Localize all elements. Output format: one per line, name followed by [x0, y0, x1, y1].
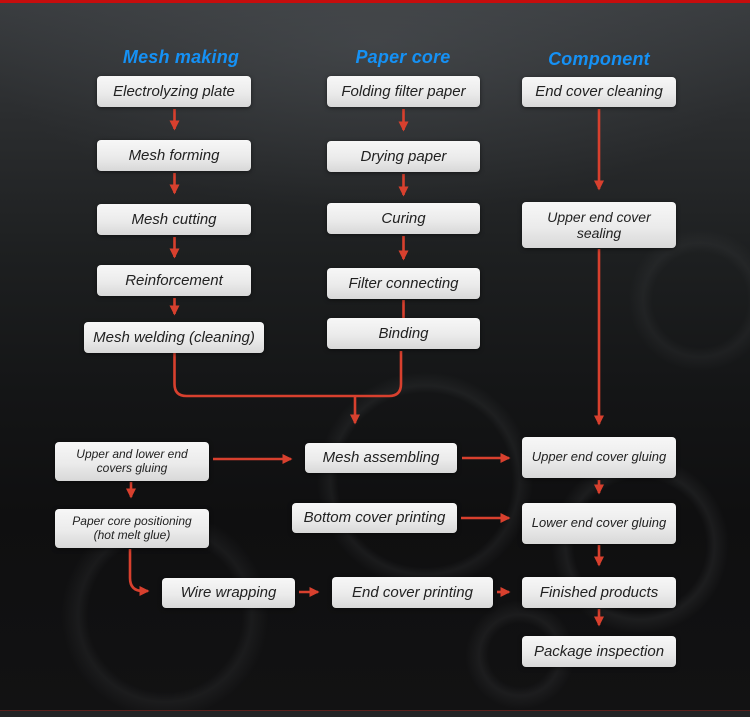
node-paper-core-positioning: Paper core positioning (hot melt glue) [55, 509, 209, 548]
top-accent-bar [0, 0, 750, 3]
node-curing: Curing [327, 203, 480, 234]
node-mesh-forming: Mesh forming [97, 140, 251, 171]
node-folding-filter-paper: Folding filter paper [327, 76, 480, 107]
node-end-cover-printing: End cover printing [332, 577, 493, 608]
node-bottom-cover-printing: Bottom cover printing [292, 503, 457, 533]
node-end-cover-cleaning: End cover cleaning [522, 77, 676, 107]
node-lower-end-cover-gluing: Lower end cover gluing [522, 503, 676, 544]
column-header-paper-core: Paper core [355, 47, 451, 67]
node-binding: Binding [327, 318, 480, 349]
column-header-mesh-making: Mesh making [122, 47, 240, 67]
node-drying-paper: Drying paper [327, 141, 480, 172]
node-wire-wrapping: Wire wrapping [162, 578, 295, 608]
column-header-component: Component [548, 49, 650, 69]
node-upper-lower-covers-gluing: Upper and lower end covers gluing [55, 442, 209, 481]
node-finished-products: Finished products [522, 577, 676, 608]
node-filter-connecting: Filter connecting [327, 268, 480, 299]
node-mesh-assembling: Mesh assembling [305, 443, 457, 473]
node-electrolyzing-plate: Electrolyzing plate [97, 76, 251, 107]
node-mesh-welding: Mesh welding (cleaning) [84, 322, 264, 353]
node-mesh-cutting: Mesh cutting [97, 204, 251, 235]
node-upper-end-cover-gluing: Upper end cover gluing [522, 437, 676, 478]
node-upper-end-cover-sealing: Upper end cover sealing [522, 202, 676, 248]
bottom-accent-bar [0, 710, 750, 717]
node-package-inspection: Package inspection [522, 636, 676, 667]
node-reinforcement: Reinforcement [97, 265, 251, 296]
